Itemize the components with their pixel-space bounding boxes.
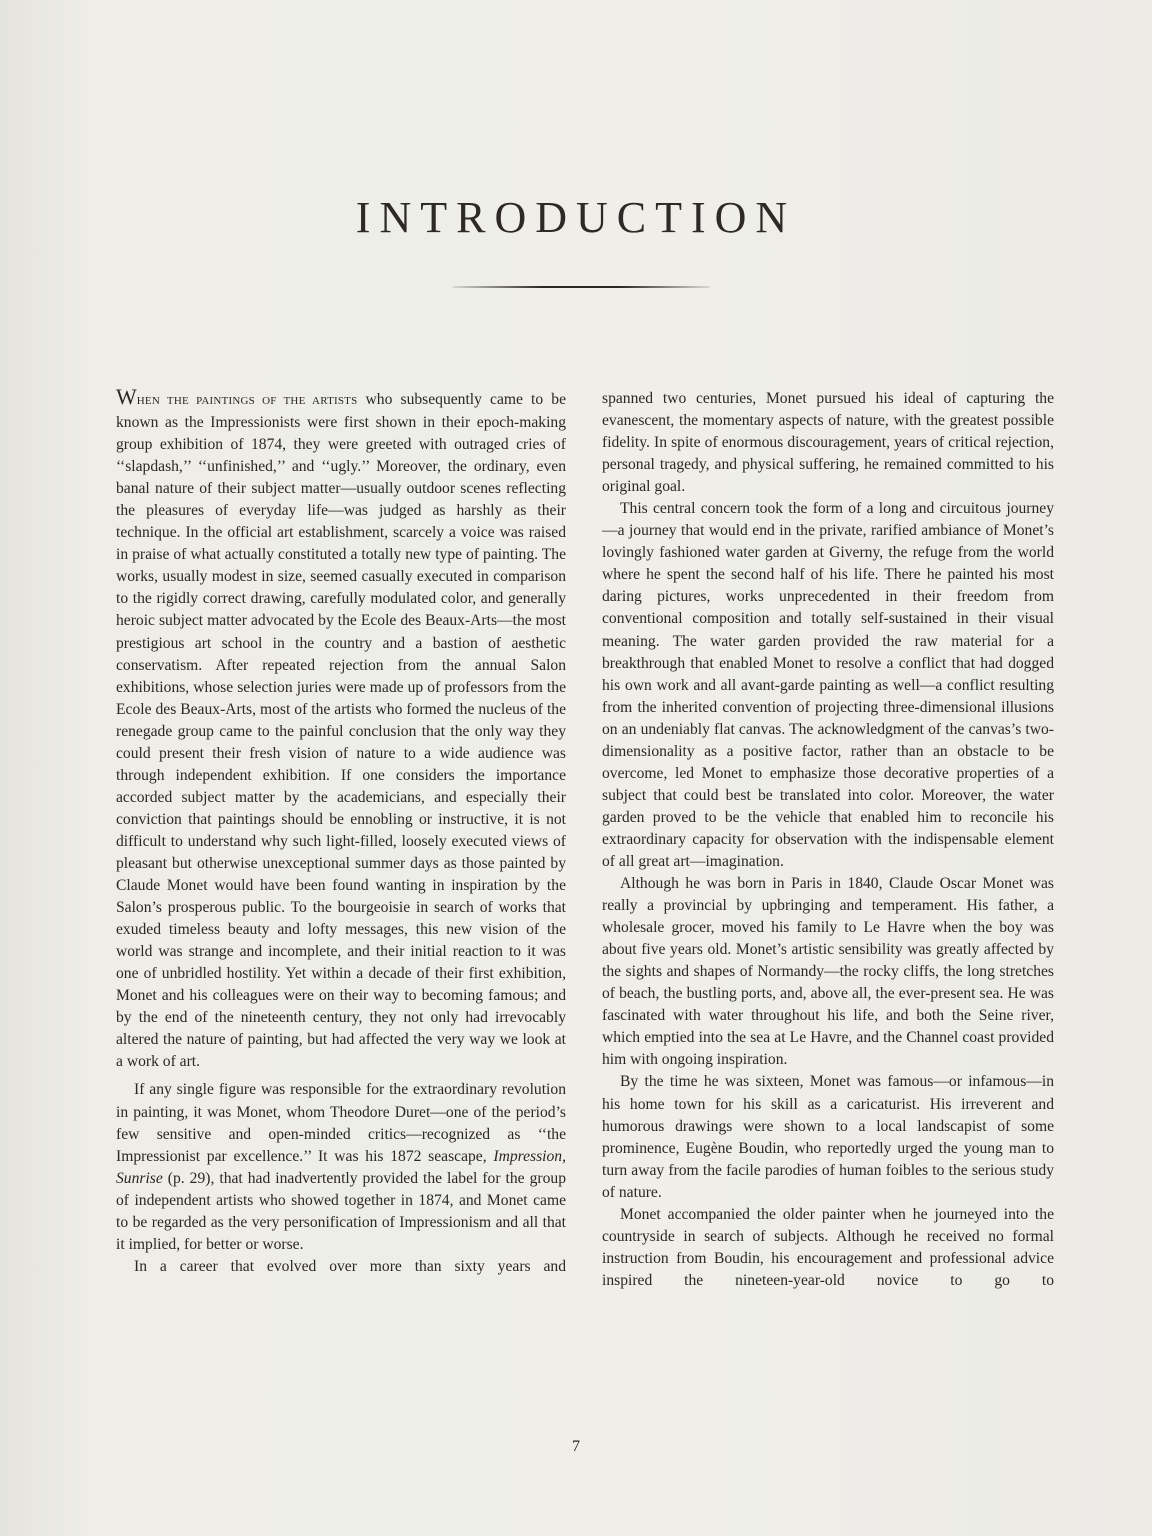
paragraph-text: who subsequently came to be known as the Impressionists were first shown in their epoch-making group exhibition of 1874, they were greeted with outraged cries of ‘‘slapdash,’’ ‘‘unfinished,’’ and ‘‘ugly.’’ Moreover, the ordinary, even banal nature of their subject matter—usually outdoor scenes reflecting the pleasures of everyday life—was judged as harshly as their technique. In the official art establishment, scarcely a voice was raised in praise of what actually constituted a totally new type of painting. The works, usually modest in size, seemed casually executed in comparison to the rigidly correct drawing, carefully modulated color, and generally heroic subject matter advocated by the Ecole des Beaux-Arts—the most prestigious art school in the country and a bastion of aesthetic conservatism. After repeated rejection from the annual Salon exhibitions, whose selection juries were made up of professors from the Ecole des Beaux-Arts, most of the artists who formed the nucleus of the renegade group came to the painful conclusion that the only way they could present their fresh vision of nature to a wide audience was through independent exhibition. If one considers the importance accorded subject matter by the academicians, and especially their conviction that paintings should be ennobling or instructive, it is not difficult to understand why such light-filled, loosely executed views of pleasant but otherwise unexceptional summer days as those painted by Claude Monet would have been found wanting in inspiration by the Salon’s prosperous public. To the bourgeoisie in search of works that exuded timeless beauty and lofty messages, this new vision of the world was strange and incomplete, and their initial reaction to it was one of unbridled hostility. Yet within a decade of their first exhibition, Monet and his colleagues were on their way to becoming famous; and by the end of the nineteenth century, they not only had irrevocably altered the nature of painting, but had affected the very way we look at a work of art. <box>116 391 566 1071</box>
artwork-title: Impression, Sunrise <box>116 1147 566 1187</box>
title-rule <box>452 286 710 288</box>
opening-smallcaps: HEN THE PAINTINGS OF THE ARTISTS <box>136 395 358 407</box>
paragraph: spanned two centuries, Monet pursued his ideal of capturing the evanescent, the momentary aspects of nature, with the greatest possible fidelity. In spite of enormous discouragement, years of critical rejection, personal tragedy, and physical suffering, he remained committed to his original goal. <box>602 390 1054 496</box>
paragraph: By the time he was sixteen, Monet was famous—or infamous—in his home town for his skill as a caricaturist. His irreverent and humorous drawings were shown to a local landscapist of some prominence, Eugène Boudin, who reportedly urged the young man to turn away from the facile parodies of human foibles to the serious study of nature. <box>602 1073 1054 1201</box>
paragraph <box>116 386 566 1073</box>
page-number: 7 <box>572 1438 580 1455</box>
paragraph-text: (p. 29), that had inadvertently provided the label for the group of independent artists who showed together in 1874, and Monet came to be regarded as the very personification of Impressionism and all that it implied, for better or worse. <box>116 1169 566 1253</box>
paragraph: This central concern took the form of a long and circuitous journey—a journey that would end in the private, rarified ambiance of Monet’s lovingly fashioned water garden at Giverny, the refuge from the world where he spent the second half of his life. There he painted his most daring pictures, works unprecedented in their freedom from conventional composition and totally self-sustained in their visual meaning. The water garden provided the raw material for a breakthrough that enabled Monet to resolve a conflict that had dogged his own work and all avant-garde painting as well—a conflict resulting from the inherited convention of projecting three-dimensional illusions on an undeniably flat canvas. The acknowledgment of the canvas’s two-dimensionality as a positive factor, rather than an obstacle to be overcome, led Monet to emphasize those decorative properties of a subject that could best be translated into color. Moreover, the water garden proved to be the vehicle that enabled him to reconcile his extraordinary capacity for observation with the indispensable element of all great art—imagination. <box>602 500 1054 870</box>
paragraph-text: If any single figure was responsible for the extraordinary revolution in painting, it was Monet, whom Theodore Duret—one of the period’s few sensitive and open-minded critics—recognized as ‘‘the Impressionist par excellence.’’ It was his 1872 seascape, <box>116 1081 566 1165</box>
paragraph <box>116 1079 566 1255</box>
paragraph: Monet accompanied the older painter when he journeyed into the countryside in search of subjects. Although he received no formal instruction from Boudin, his encouragement and professional advice inspired the nineteen-year-old novice to go to <box>602 1205 1054 1289</box>
paragraph: In a career that evolved over more than sixty years and <box>134 1257 566 1275</box>
opening-capital: W <box>116 384 137 409</box>
chapter-title: INTRODUCTION <box>355 193 797 242</box>
left-column <box>116 386 566 1278</box>
paragraph: Although he was born in Paris in 1840, Claude Oscar Monet was really a provincial by upbringing and temperament. His father, a wholesale grocer, moved his family to Le Havre when the boy was about five years old. Monet’s artistic sensibility was greatly affected by the sights and shapes of Normandy—the rocky cliffs, the long stretches of beach, the bustling ports, and, above all, the ever-present sea. He was fascinated with water throughout his life, and both the Seine river, which emptied into the sea at Le Havre, and the Channel coast provided him with ongoing inspiration. <box>602 875 1054 1069</box>
right-column <box>602 388 1054 1292</box>
